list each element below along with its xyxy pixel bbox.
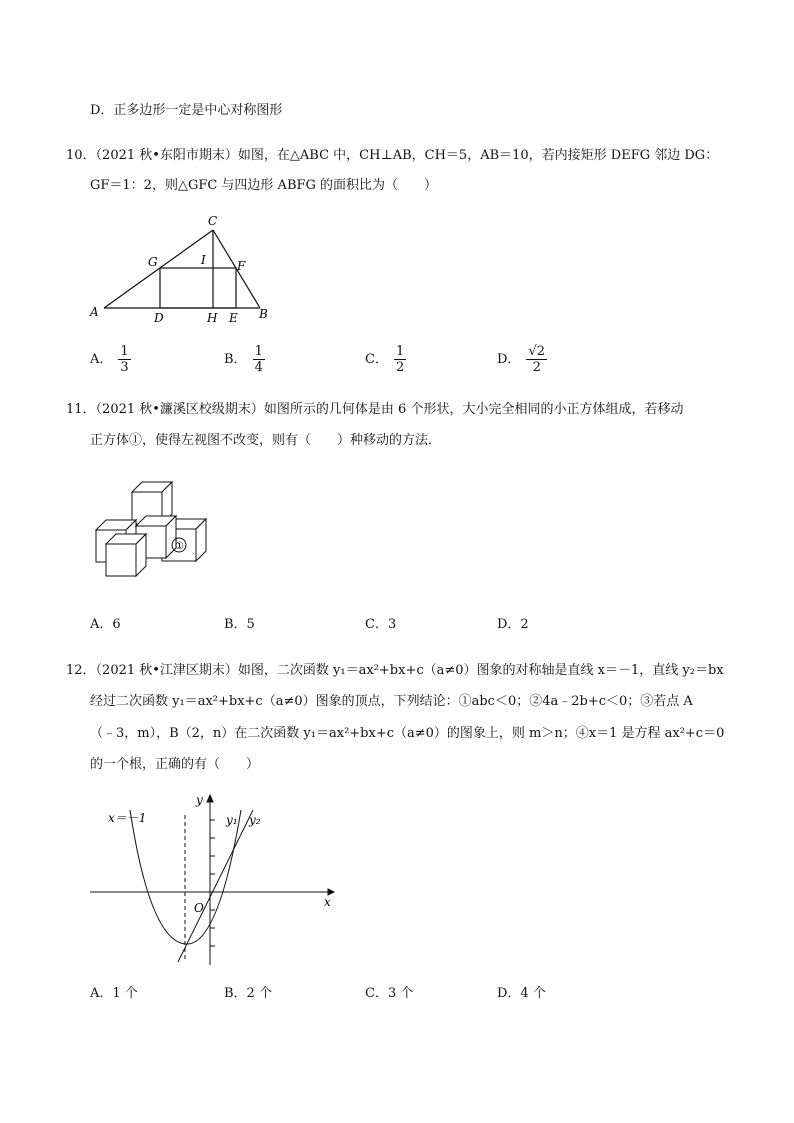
label-d: D bbox=[154, 311, 164, 325]
label-a: A bbox=[90, 305, 99, 319]
q12-graph-figure bbox=[88, 790, 338, 970]
q9-option-d: D．正多边形一定是中心对称图形 bbox=[90, 103, 283, 118]
q10-option-c: C． $\frac{1}{2}$ bbox=[365, 344, 405, 375]
line-y2 bbox=[178, 810, 253, 962]
label-axis-line: x＝－1 bbox=[108, 811, 147, 825]
q12-stem-line2: 经过二次函数 y₁＝ax²+bx+c（a≠0）图象的顶点，下列结论：①abc＜0；②4a﹣2b+c＜0；③若点 A bbox=[90, 694, 693, 709]
label-h: H bbox=[207, 311, 218, 325]
q12-stem-line1: 12．（2021 秋•江津区期末）如图，二次函数 y₁＝ax²+bx+c（a≠0）图象的对称轴是直线 x＝－1，直线 y₂＝bx bbox=[66, 663, 724, 678]
label-b: B bbox=[259, 307, 268, 321]
q11-option-c: C．3 bbox=[365, 617, 397, 632]
q12-option-c: C．3 个 bbox=[365, 986, 414, 1001]
label-f: F bbox=[237, 259, 246, 273]
q10-stem-line1: 10．（2021 秋•东阳市期末）如图，在△ABC 中，CH⊥AB，CH＝5，AB＝10，若内接矩形 DEFG 邻边 DG： bbox=[66, 148, 719, 163]
q10-option-d: D． $\frac{√2}{2}$ bbox=[497, 344, 545, 375]
label-i: I bbox=[201, 253, 206, 267]
label-e: E bbox=[229, 311, 238, 325]
q12-stem-line3: （﹣3，m），B（2，n）在二次函数 y₁＝ax²+bx+c（a≠0）的图象上，则 m＞n；④x＝1 是方程 ax²+c＝0 bbox=[90, 726, 725, 741]
q10-stem-line2: GF＝1：2，则△GFC 与四边形 ABFG 的面积比为（ ） bbox=[90, 178, 438, 193]
rectangle-defg bbox=[160, 268, 236, 308]
y-axis-arrow bbox=[207, 795, 213, 802]
label-origin: O bbox=[194, 901, 204, 915]
label-g: G bbox=[148, 255, 158, 269]
q10-triangle-figure bbox=[88, 212, 278, 327]
q10-option-a: A． $\frac{1}{3}$ bbox=[90, 344, 129, 375]
label-y1: y₁ bbox=[226, 813, 238, 827]
cube-label: ① bbox=[175, 541, 184, 552]
q11-option-a: A．6 bbox=[90, 617, 121, 632]
label-x-axis: x bbox=[324, 895, 331, 909]
q11-option-d: D．2 bbox=[497, 617, 529, 632]
q12-option-a: A．1 个 bbox=[90, 986, 138, 1001]
q11-cubes-figure bbox=[92, 480, 217, 585]
q10-option-b: B． $\frac{1}{4}$ bbox=[224, 344, 263, 375]
label-c: C bbox=[208, 214, 218, 228]
q11-stem-line2: 正方体①，使得左视图不改变，则有（ ）种移动的方法． bbox=[90, 433, 442, 448]
label-y2: y₂ bbox=[249, 813, 261, 827]
segment-ac bbox=[104, 230, 213, 308]
label-y-axis: y bbox=[196, 793, 203, 807]
q11-stem-line1: 11．（2021 秋•濂溪区校级期末）如图所示的几何体是由 6 个形状，大小完全相同的小正方体组成，若移动 bbox=[66, 402, 684, 417]
q12-stem-line4: 的一个根，正确的有（ ） bbox=[90, 757, 260, 772]
q11-option-b: B．5 bbox=[224, 617, 255, 632]
q12-option-b: B．2 个 bbox=[224, 986, 272, 1001]
q12-option-d: D．4 个 bbox=[497, 986, 546, 1001]
